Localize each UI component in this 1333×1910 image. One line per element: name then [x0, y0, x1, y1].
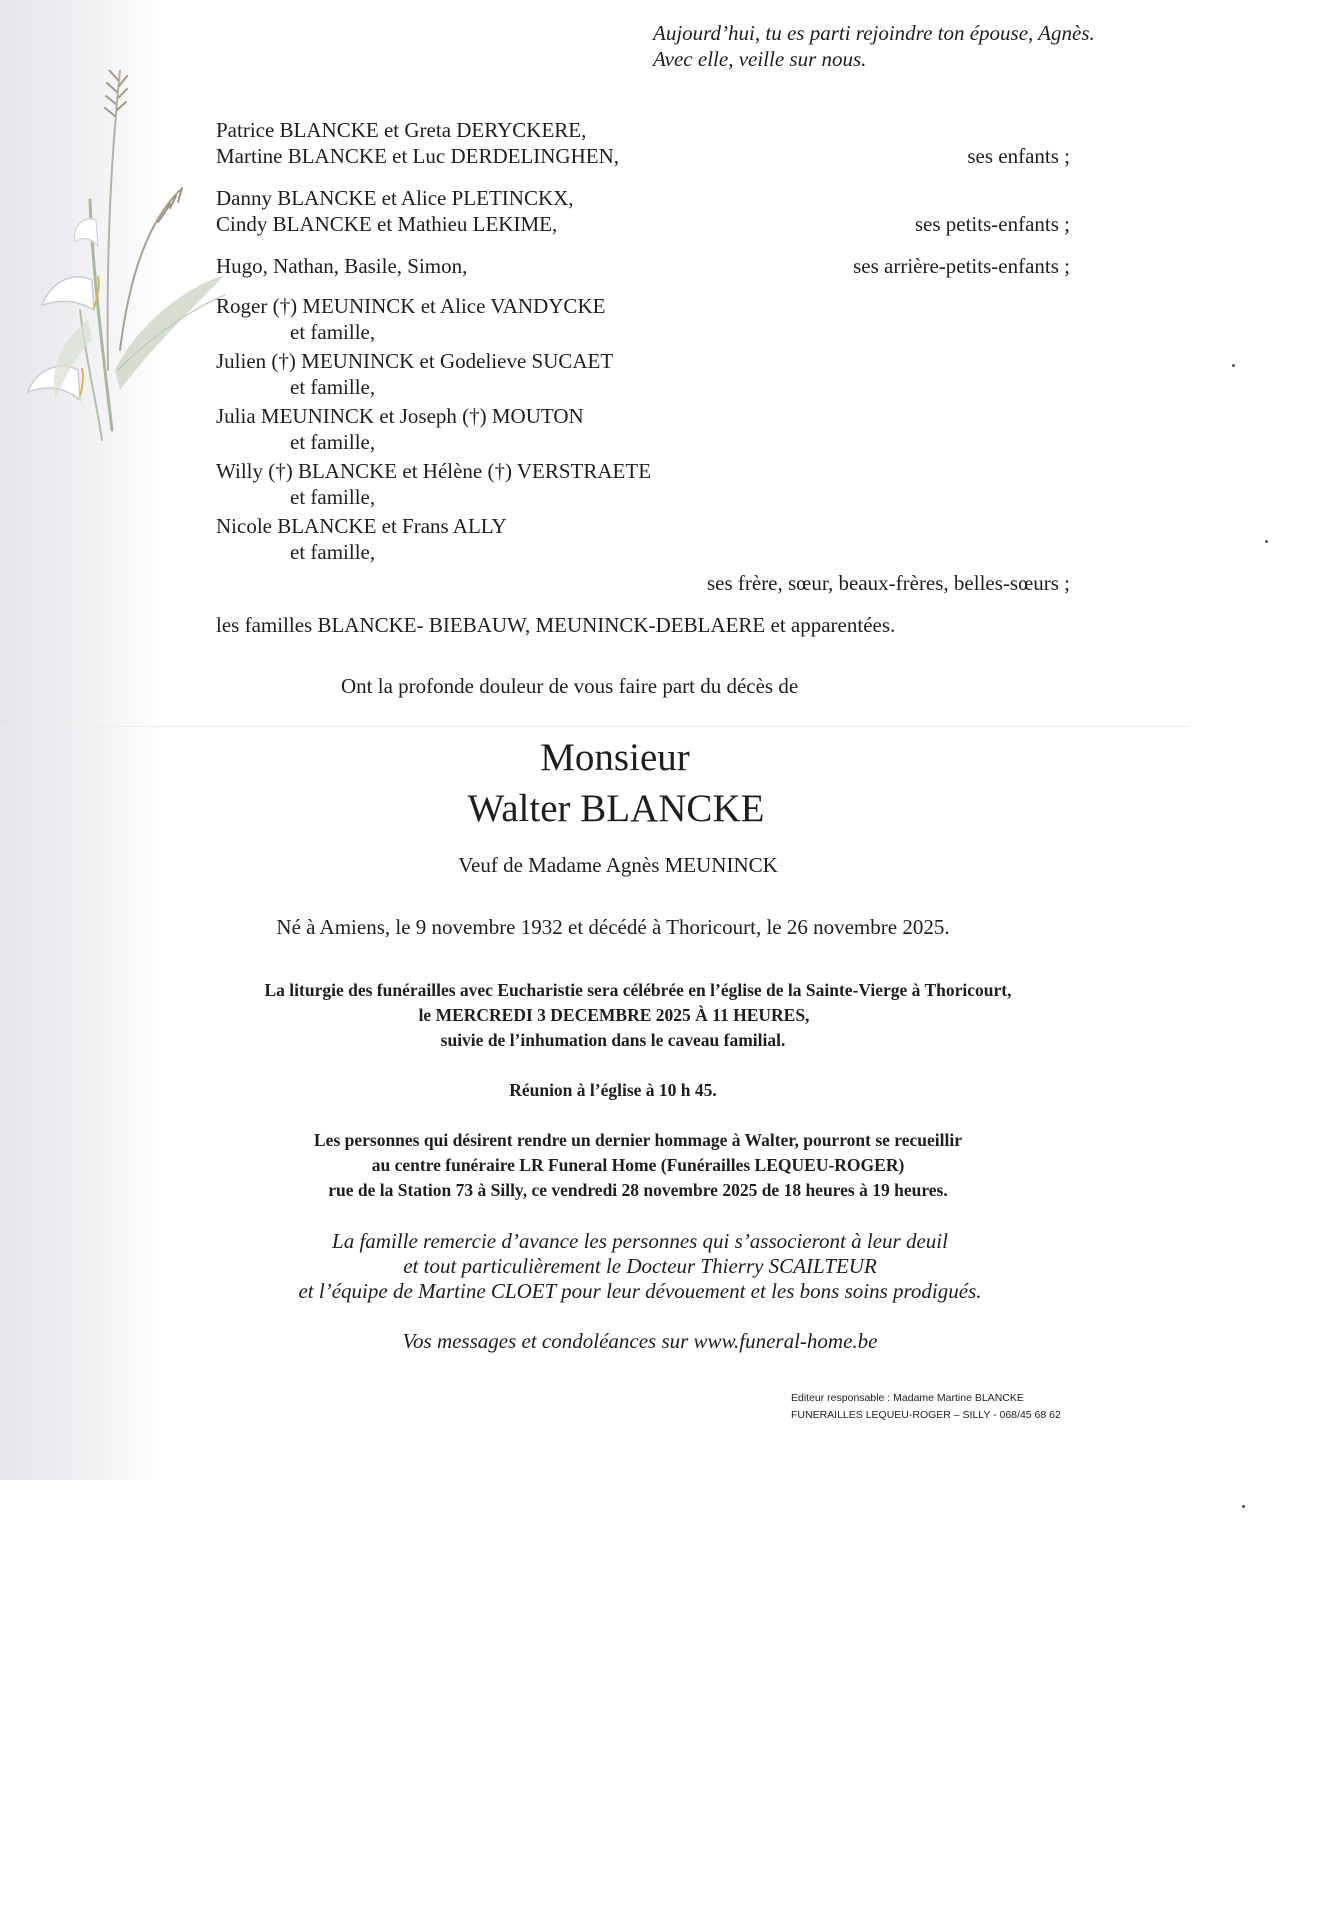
thanks-line-1: La famille remercie d’avance les personnes qui s’associeront à leur deuil: [332, 1229, 948, 1253]
scan-speck: [1242, 1505, 1245, 1508]
sibling-name: Willy (†) BLANCKE et Hélène (†) VERSTRAETE: [216, 459, 652, 483]
sibling-suffix: et famille,: [290, 375, 376, 399]
grandchildren-role: ses petits-enfants ;: [914, 212, 1070, 236]
liturgy-line-3: suivie de l’inhumation dans le caveau familial.: [440, 1030, 786, 1050]
visitation-line-3: rue de la Station 73 à Silly, ce vendredi 28 novembre 2025 de 18 heures à 19 heures.: [328, 1180, 948, 1200]
liturgy-line-1: La liturgie des funérailles avec Eucharistie sera célébrée en l’église de la Sainte-Vierge à Thoricourt,: [264, 980, 1012, 1000]
paper-fold-line: [0, 726, 1190, 727]
grandchildren-line-2: Cindy BLANCKE et Mathieu LEKIME,: [216, 212, 558, 236]
scan-speck: [1265, 540, 1268, 543]
children-line-1: Patrice BLANCKE et Greta DERYCKERE,: [216, 118, 587, 142]
children-role: ses enfants ;: [967, 144, 1070, 168]
birth-death-dates: Né à Amiens, le 9 novembre 1932 et décédé à Thoricourt, le 26 novembre 2025.: [276, 915, 950, 939]
deceased-title: Monsieur: [540, 736, 690, 779]
extended-families: les familles BLANCKE- BIEBAUW, MEUNINCK-DEBLAERE et apparentées.: [216, 613, 896, 637]
sibling-name: Nicole BLANCKE et Frans ALLY: [216, 514, 507, 538]
footer-editor: Editeur responsable : Madame Martine BLANCKE: [791, 1392, 1024, 1404]
sibling-suffix: et famille,: [290, 320, 376, 344]
announcement-text: Ont la profonde douleur de vous faire part du décès de: [341, 674, 799, 698]
sibling-suffix: et famille,: [290, 430, 376, 454]
meeting-time: Réunion à l’église à 10 h 45.: [509, 1080, 717, 1100]
visitation-line-1: Les personnes qui désirent rendre un dernier hommage à Walter, pourront se recueillir: [314, 1130, 962, 1150]
liturgy-line-2: le MERCREDI 3 DECEMBRE 2025 À 11 HEURES,: [418, 1005, 810, 1025]
sibling-name: Julia MEUNINCK et Joseph (†) MOUTON: [216, 404, 584, 428]
siblings-role: ses frère, sœur, beaux-frères, belles-sœurs ;: [706, 571, 1070, 595]
deceased-status: Veuf de Madame Agnès MEUNINCK: [458, 853, 778, 877]
great-grandchildren-names: Hugo, Nathan, Basile, Simon,: [216, 254, 468, 278]
thanks-line-2: et tout particulièrement le Docteur Thierry SCAILTEUR: [403, 1254, 877, 1278]
grandchildren-line-1: Danny BLANCKE et Alice PLETINCKX,: [216, 186, 574, 210]
epigraph-line-2: Avec elle, veille sur nous.: [653, 47, 867, 71]
epigraph-line-1: Aujourd’hui, tu es parti rejoindre ton épouse, Agnès.: [653, 21, 1095, 45]
lily-wheat-illustration: [20, 70, 230, 450]
great-grandchildren-role: ses arrière-petits-enfants ;: [853, 254, 1070, 278]
sibling-name: Julien (†) MEUNINCK et Godelieve SUCAET: [216, 349, 614, 373]
footer-funeral-home: FUNERAILLES LEQUEU-ROGER – SILLY - 068/45 68 62: [791, 1409, 1061, 1421]
deceased-name: Walter BLANCKE: [467, 787, 765, 830]
scan-speck: [1232, 364, 1235, 367]
visitation-line-2: au centre funéraire LR Funeral Home (Funérailles LEQUEU-ROGER): [371, 1155, 905, 1175]
sibling-name: Roger (†) MEUNINCK et Alice VANDYCKE: [216, 294, 606, 318]
sibling-suffix: et famille,: [290, 485, 376, 509]
sibling-suffix: et famille,: [290, 540, 376, 564]
thanks-line-3: et l’équipe de Martine CLOET pour leur dévouement et les bons soins prodigués.: [298, 1279, 982, 1303]
condolences-text: Vos messages et condoléances sur www.funeral-home.be: [402, 1329, 878, 1353]
children-line-2: Martine BLANCKE et Luc DERDELINGHEN,: [216, 144, 619, 168]
